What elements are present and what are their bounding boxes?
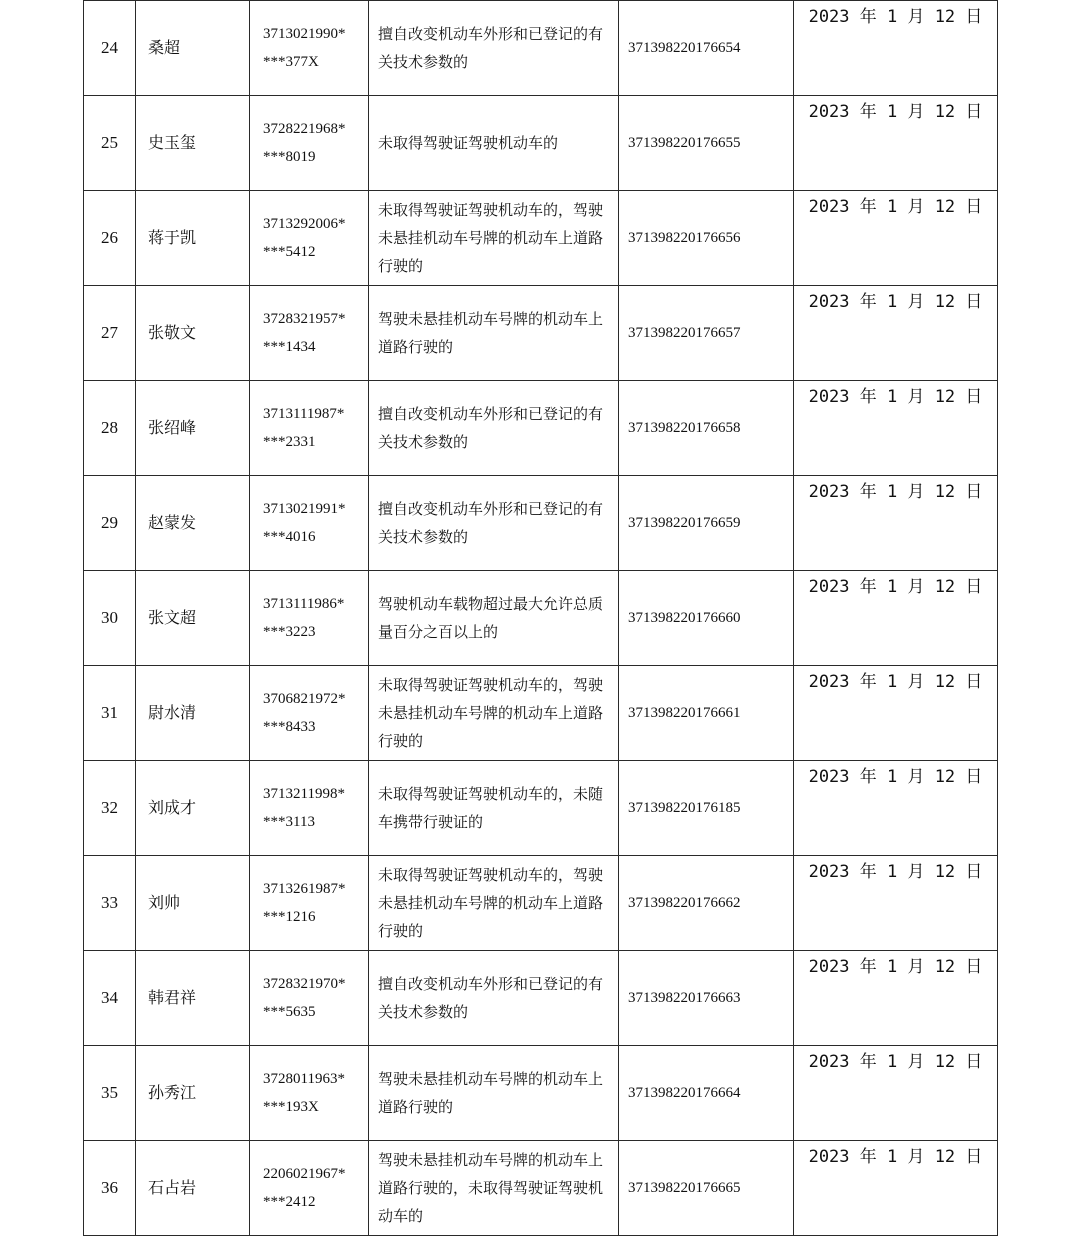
person-name: 张敬文 — [136, 286, 250, 381]
person-name: 赵蒙发 — [136, 476, 250, 571]
violation-description: 擅自改变机动车外形和已登记的有关技术参数的 — [369, 381, 619, 476]
person-name: 石占岩 — [136, 1141, 250, 1236]
row-index: 31 — [84, 666, 136, 761]
id-number-part2: ***1216 — [263, 909, 316, 925]
id-number-part1: 3713211998* — [263, 786, 345, 802]
id-number — [250, 761, 369, 856]
table-row — [84, 191, 998, 286]
id-number — [250, 856, 369, 951]
violation-description: 驾驶未悬挂机动车号牌的机动车上道路行驶的，未取得驾驶证驾驶机动车的 — [369, 1141, 619, 1236]
violation-description: 未取得驾驶证驾驶机动车的，驾驶未悬挂机动车号牌的机动车上道路行驶的 — [369, 191, 619, 286]
id-number-part2: ***5635 — [263, 1004, 316, 1020]
table-row — [84, 856, 998, 951]
id-number-part2: ***8019 — [263, 149, 316, 165]
violation-description: 驾驶未悬挂机动车号牌的机动车上道路行驶的 — [369, 1046, 619, 1141]
row-index: 24 — [84, 1, 136, 96]
row-index: 30 — [84, 571, 136, 666]
decision-number: 371398220176660 — [619, 571, 794, 666]
id-number-part1: 3713021990* — [263, 26, 346, 42]
violation-description: 驾驶未悬挂机动车号牌的机动车上道路行驶的 — [369, 286, 619, 381]
violation-description: 未取得驾驶证驾驶机动车的，驾驶未悬挂机动车号牌的机动车上道路行驶的 — [369, 666, 619, 761]
person-name: 桑超 — [136, 1, 250, 96]
id-number-part2: ***3223 — [263, 624, 316, 640]
table-row — [84, 286, 998, 381]
table-row — [84, 381, 998, 476]
id-number-part1: 3713021991* — [263, 501, 346, 517]
decision-date: 2023 年 1 月 12 日 — [794, 1141, 998, 1236]
decision-date: 2023 年 1 月 12 日 — [794, 666, 998, 761]
decision-date: 2023 年 1 月 12 日 — [794, 191, 998, 286]
violation-description: 擅自改变机动车外形和已登记的有关技术参数的 — [369, 951, 619, 1046]
decision-number: 371398220176664 — [619, 1046, 794, 1141]
decision-date: 2023 年 1 月 12 日 — [794, 96, 998, 191]
id-number-part2: ***377X — [263, 54, 319, 70]
person-name: 张文超 — [136, 571, 250, 666]
table-row — [84, 1141, 998, 1236]
decision-number: 371398220176657 — [619, 286, 794, 381]
table-row — [84, 666, 998, 761]
id-number-part2: ***5412 — [263, 244, 316, 260]
row-index: 27 — [84, 286, 136, 381]
violation-description: 未取得驾驶证驾驶机动车的 — [369, 96, 619, 191]
table-row — [84, 476, 998, 571]
row-index: 32 — [84, 761, 136, 856]
id-number-part1: 3713261987* — [263, 881, 346, 897]
decision-number: 371398220176655 — [619, 96, 794, 191]
row-index: 26 — [84, 191, 136, 286]
id-number — [250, 666, 369, 761]
id-number-part1: 3713292006* — [263, 216, 346, 232]
decision-number: 371398220176654 — [619, 1, 794, 96]
row-index: 35 — [84, 1046, 136, 1141]
id-number-part2: ***2331 — [263, 434, 316, 450]
table-row — [84, 761, 998, 856]
decision-number: 371398220176185 — [619, 761, 794, 856]
decision-date: 2023 年 1 月 12 日 — [794, 286, 998, 381]
decision-number: 371398220176662 — [619, 856, 794, 951]
decision-date: 2023 年 1 月 12 日 — [794, 761, 998, 856]
row-index: 29 — [84, 476, 136, 571]
person-name: 蒋于凯 — [136, 191, 250, 286]
id-number — [250, 571, 369, 666]
violation-description: 擅自改变机动车外形和已登记的有关技术参数的 — [369, 1, 619, 96]
person-name: 尉水清 — [136, 666, 250, 761]
person-name: 孙秀江 — [136, 1046, 250, 1141]
id-number-part1: 3713111986* — [263, 596, 345, 612]
id-number-part2: ***8433 — [263, 719, 316, 735]
violation-description: 未取得驾驶证驾驶机动车的，未随车携带行驶证的 — [369, 761, 619, 856]
violation-description: 驾驶机动车载物超过最大允许总质量百分之百以上的 — [369, 571, 619, 666]
id-number — [250, 96, 369, 191]
id-number — [250, 476, 369, 571]
id-number-part2: ***2412 — [263, 1194, 316, 1210]
id-number — [250, 1141, 369, 1236]
id-number-part1: 3728321957* — [263, 311, 346, 327]
id-number — [250, 381, 369, 476]
person-name: 张绍峰 — [136, 381, 250, 476]
id-number-part1: 2206021967* — [263, 1166, 346, 1182]
person-name: 刘帅 — [136, 856, 250, 951]
violation-description: 擅自改变机动车外形和已登记的有关技术参数的 — [369, 476, 619, 571]
id-number-part2: ***3113 — [263, 814, 315, 830]
decision-number: 371398220176658 — [619, 381, 794, 476]
id-number — [250, 191, 369, 286]
id-number — [250, 286, 369, 381]
id-number — [250, 1046, 369, 1141]
decision-number: 371398220176659 — [619, 476, 794, 571]
id-number — [250, 1, 369, 96]
row-index: 25 — [84, 96, 136, 191]
decision-number: 371398220176665 — [619, 1141, 794, 1236]
decision-date: 2023 年 1 月 12 日 — [794, 951, 998, 1046]
person-name: 韩君祥 — [136, 951, 250, 1046]
decision-number: 371398220176661 — [619, 666, 794, 761]
penalty-table — [83, 0, 998, 1236]
id-number-part2: ***4016 — [263, 529, 316, 545]
id-number-part1: 3706821972* — [263, 691, 346, 707]
table-row — [84, 571, 998, 666]
decision-number: 371398220176656 — [619, 191, 794, 286]
decision-date: 2023 年 1 月 12 日 — [794, 571, 998, 666]
row-index: 33 — [84, 856, 136, 951]
table-body — [84, 1, 998, 1236]
id-number-part1: 3713111987* — [263, 406, 345, 422]
id-number — [250, 951, 369, 1046]
id-number-part2: ***1434 — [263, 339, 316, 355]
id-number-part1: 3728221968* — [263, 121, 346, 137]
id-number-part2: ***193X — [263, 1099, 319, 1115]
row-index: 28 — [84, 381, 136, 476]
decision-date: 2023 年 1 月 12 日 — [794, 856, 998, 951]
table-row — [84, 1046, 998, 1141]
table-row — [84, 96, 998, 191]
row-index: 34 — [84, 951, 136, 1046]
row-index: 36 — [84, 1141, 136, 1236]
table-row — [84, 1, 998, 96]
decision-number: 371398220176663 — [619, 951, 794, 1046]
decision-date: 2023 年 1 月 12 日 — [794, 476, 998, 571]
decision-date: 2023 年 1 月 12 日 — [794, 381, 998, 476]
person-name: 刘成才 — [136, 761, 250, 856]
id-number-part1: 3728011963* — [263, 1071, 345, 1087]
violation-description: 未取得驾驶证驾驶机动车的，驾驶未悬挂机动车号牌的机动车上道路行驶的 — [369, 856, 619, 951]
id-number-part1: 3728321970* — [263, 976, 346, 992]
table-row — [84, 951, 998, 1046]
decision-date: 2023 年 1 月 12 日 — [794, 1, 998, 96]
decision-date: 2023 年 1 月 12 日 — [794, 1046, 998, 1141]
person-name: 史玉玺 — [136, 96, 250, 191]
